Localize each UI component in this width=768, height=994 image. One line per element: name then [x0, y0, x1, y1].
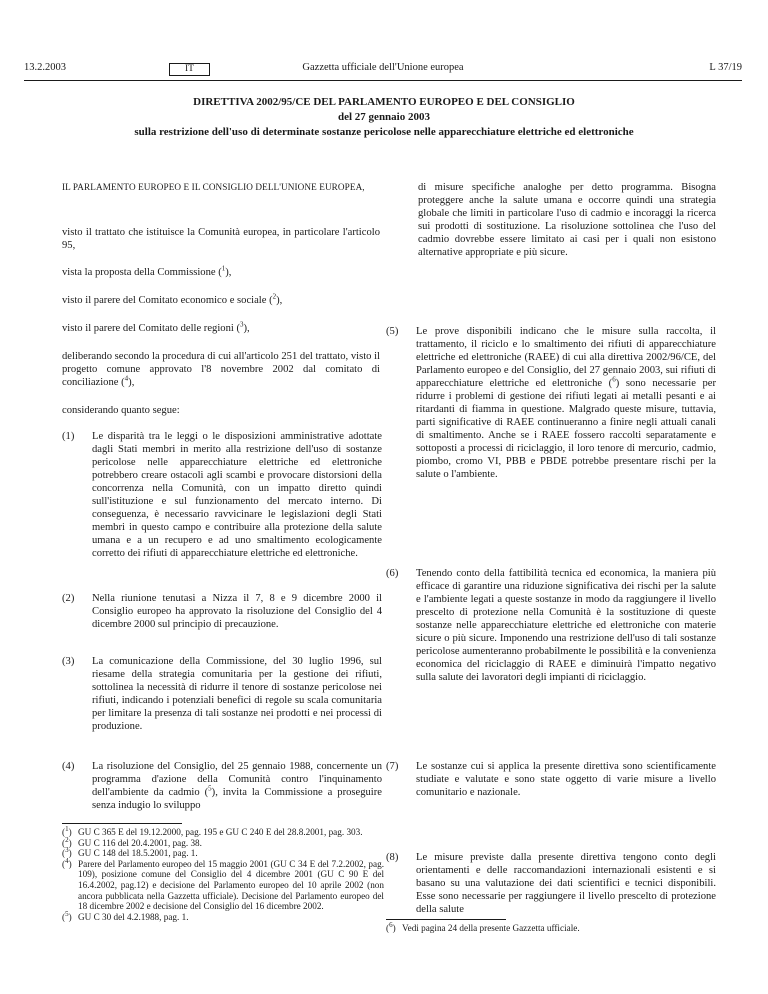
recital-text: La comunicazione della Commissione, del 30 luglio 1996, sul riesame della strategia comunitaria per la gestione dei rifiuti, sottolinea la necessità di ridurre il tenore di sostanze pericolose nei rifiuti, indicando i potenziali benefici di regole su scala comunitaria per limitare la presenza di tali sostanze nei prodotti e nei processi di produzione. — [92, 656, 382, 732]
title-line-3: sulla restrizione dell'uso di determinate sostanze pericolose nelle apparecchiature elettriche ed elettroniche — [134, 126, 634, 138]
recital-text: Tenendo conto della fattibilità tecnica ed economica, la maniera più efficace di garantire una riduzione significativa dei rischi per la salute e l'ambiente legati a queste sostanze in modo da raggiungere il livello prescelto di protezione nella Comunità è la sostituzione di queste sostanze nelle apparecchiature elettriche ed elettroniche con materie sicure o più sicure. Imponendo una restrizione dell'uso di tali sostanze pericolose aumenteranno probabilmente le possibilità e la convenienza economica del riciclaggio di RAEE e diminuirà l'impatto negativo sulla salute dei lavoratori degli impianti di riciclaggio. — [416, 568, 716, 683]
recital-text: di misure specifiche analoghe per detto programma. Bisogna proteggere anche la salute umana e occorre quindi una strategia globale che limiti in particolare l'uso di cadmio e incoraggi la ricerca sui prodotti di sostituzione. La risoluzione sottolinea che l'uso del cadmio dovrebbe essere limitato ai casi per i quali non esistono alternative appropriate e più sicure. — [418, 182, 716, 258]
preamble-procedure: deliberando secondo la procedura di cui all'articolo 251 del trattato, visto il progetto comune approvato l'8 novembre 2002 dal comitato di conciliazione ($^4$), — [62, 351, 380, 388]
preamble-regions: visto il parere del Comitato delle regioni ($^3$), — [62, 320, 250, 334]
recital-text: La risoluzione del Consiglio, del 25 gennaio 1988, concernente un programma d'azione della Comunità contro l'inquinamento dell'ambiente da cadmio — [92, 761, 382, 798]
preamble-proposal: vista la proposta della Commissione ($^1$), — [62, 264, 232, 278]
recital-8 — [386, 851, 716, 916]
header-rule — [24, 80, 742, 81]
recital-number: (3) — [62, 656, 75, 667]
publication-date: 13.2.2003 — [24, 62, 66, 73]
journal-title: Gazzetta ufficiale dell'Unione europea — [302, 62, 464, 73]
footnote-text: Parere del Parlamento europeo del 15 maggio 2001 (GU C 34 E del 7.2.2002, pag. 109), posizione comune del Consiglio del 4 dicembre 2001 (GU C 90 E del 16.4.2002, pag.12) e decisione del Parlamento europeo del 10 aprile 2002 (non ancora pubblicata nella Gazzetta ufficiale). Decisione del Parlamento europeo del 18 dicembre 2002 e decisione del Consiglio del 16 dicembre 2002. — [78, 858, 384, 912]
recital-text-continued: sono necessarie per ridurre i problemi di gestione dei rifiuti legati ai metalli pesanti e ai ritardanti di fiamma in questione. Malgrado queste misure, tuttavia, parti significative di RAEE continueranno a finire negli attuali canali di smaltimento. Anche se i RAEE fossero raccolti separatamente e sottoposti a processi di riciclaggio, il loro tenore di mercurio, cadmio, piombo, cromo VI, PBB e PBDE potrebbe presentare rischi per la salute o l'ambiente. — [416, 378, 716, 480]
preamble-treaty — [62, 226, 380, 252]
recital-text-continued: , invita la Commissione a proseguire senza indugio lo sviluppo — [92, 787, 382, 811]
preamble-institutions — [62, 181, 380, 194]
footnote: ($^1$) GU C 365 E del 19.12.2000, pag. 195 e GU C 240 E del 28.8.2001, pag. 303. — [62, 827, 384, 838]
footnote-number: 5 — [65, 909, 69, 918]
footnote: ($^5$) GU C 30 del 4.2.1988, pag. 1. — [62, 912, 384, 923]
footnote-text: GU C 148 del 18.5.2001, pag. 1. — [78, 848, 198, 859]
footnote-number: 3 — [65, 846, 69, 855]
recital-3 — [62, 655, 382, 733]
recital-5: (5) Le prove disponibili indicano che le misure sulla raccolta, il trattamento, il riciclo e lo smaltimento dei rifiuti di apparecchiature elettriche ed elettroniche (RAEE) di cui alla direttiva 2002/96/CE, del Parlamento europeo e del Consiglio, del 27 gennaio 2003, sui rifiuti di apparecchiature elettriche ed elettroniche ($^6$) sono necessarie per ridurre i problemi di gestione dei rifiuti legati ai metalli pesanti e ai ritardanti di fiamma in questione. Malgrado queste misure, tuttavia, parti significative di RAEE continueranno a finire negli attuali canali di smaltimento. Anche se i RAEE fossero raccolti separatamente e sottoposti a processi di riciclaggio, il loro tenore di mercurio, cadmio, piombo, cromo VI, PBB e PBDE potrebbe presentare rischi per la salute o l'ambiente. — [386, 326, 716, 480]
procedure-text: deliberando secondo la procedura di cui all'articolo 251 del trattato, visto il progetto comune approvato l'8 novembre 2002 dal comitato di conciliazione — [62, 351, 380, 388]
recital-number: (5) — [386, 326, 399, 337]
footnote: ($^4$) Parere del Parlamento europeo del 15 maggio 2001 (GU C 34 E del 7.2.2002, pag. 109), posizione comune del Consiglio del 4 dicembre 2001 (GU C 90 E del 16.4.2002, pag.12) e decisione del Parlamento europeo del 10 aprile 2002 (non ancora pubblicata nella Gazzetta ufficiale). Decisione del Parlamento europeo del 18 dicembre 2002 e decisione del Consiglio del 16 dicembre 2002. — [62, 856, 384, 912]
footnote: ($^2$) GU C 116 del 20.4.2001, pag. 38. — [62, 838, 384, 849]
recital-number: (4) — [62, 761, 75, 772]
footnote-text: GU C 30 del 4.2.1988, pag. 1. — [78, 911, 189, 922]
footnote-number: 1 — [65, 824, 69, 833]
footnote-ref-2: 2 — [272, 292, 277, 301]
preamble-ecosoc: visto il parere del Comitato economico e sociale ($^2$), — [62, 292, 283, 306]
considering-text: considerando quanto segue: — [62, 405, 180, 416]
language-badge: IT — [169, 63, 210, 76]
recital-7 — [386, 760, 716, 799]
recital-text: Le prove disponibili indicano che le misure sulla raccolta, il trattamento, il riciclo e lo smaltimento dei rifiuti di apparecchiature elettriche ed elettroniche (RAEE) di cui alla direttiva 2002/96/CE, del Parlamento europeo e del Consiglio, del 27 gennaio 2003, sui rifiuti di apparecchiature elettriche ed elettroniche — [416, 326, 716, 389]
recital-4: (4) La risoluzione del Consiglio, del 25 gennaio 1988, concernente un programma d'azione della Comunità contro l'inquinamento dell'ambiente da cadmio ($^5$), invita la Commissione a proseguire senza indugio lo sviluppo — [62, 761, 382, 811]
footnote: ($^3$) GU C 148 del 18.5.2001, pag. 1. — [62, 848, 384, 859]
treaty-text: visto il trattato che istituisce la Comunità europea, in particolare l'articolo 95, — [62, 227, 380, 251]
recital-number: (7) — [386, 761, 399, 772]
recital-1 — [62, 430, 382, 560]
recital-6 — [386, 567, 716, 684]
footnote-ref-3: 3 — [240, 320, 244, 329]
title-line-2: del 27 gennaio 2003 — [338, 111, 430, 123]
footnote-ref-5: 5 — [208, 784, 212, 793]
recital-number: (1) — [62, 431, 75, 442]
preamble-considering — [62, 404, 380, 417]
footnote-text: Vedi pagina 24 della presente Gazzetta ufficiale. — [402, 923, 580, 933]
document-title — [60, 95, 708, 140]
footnote-number: 4 — [65, 856, 69, 865]
institutions-text: IL PARLAMENTO EUROPEO E IL CONSIGLIO DELL'UNIONE EUROPEA, — [62, 182, 365, 192]
footnote-text: GU C 116 del 20.4.2001, pag. 38. — [78, 837, 202, 848]
footnotes-right — [386, 920, 716, 934]
footnote-ref-1: 1 — [221, 264, 226, 273]
footnote-ref-6: 6 — [612, 375, 616, 384]
recital-number: (8) — [386, 852, 399, 863]
recital-2 — [62, 592, 382, 631]
recital-4-continued — [418, 181, 716, 259]
footnote-ref-4: 4 — [124, 374, 129, 383]
ecosoc-text: visto il parere del Comitato economico e sociale — [62, 295, 267, 306]
proposal-text: vista la proposta della Commissione — [62, 267, 216, 278]
footnotes-left — [62, 824, 384, 922]
footnote-text: GU C 365 E del 19.12.2000, pag. 195 e GU C 240 E del 28.8.2001, pag. 303. — [78, 827, 363, 837]
footnote-rule-right — [386, 919, 506, 920]
footnote-rule-left — [62, 823, 182, 824]
recital-text: Nella riunione tenutasi a Nizza il 7, 8 e 9 dicembre 2000 il Consiglio europeo ha approvato la risoluzione del Consiglio del 4 dicembre 2000 sul principio di precauzione. — [92, 593, 382, 630]
recital-number: (6) — [386, 568, 399, 579]
footnote-number: 2 — [65, 835, 69, 844]
footnote: ($^6$) Vedi pagina 24 della presente Gazzetta ufficiale. — [386, 923, 716, 934]
regions-text: visto il parere del Comitato delle regioni — [62, 323, 234, 334]
page-header — [24, 62, 742, 78]
page-number: L 37/19 — [709, 62, 742, 73]
footnote-number: 6 — [389, 920, 393, 929]
title-line-1: DIRETTIVA 2002/95/CE DEL PARLAMENTO EUROPEO E DEL CONSIGLIO — [193, 96, 575, 108]
recital-number: (2) — [62, 593, 75, 604]
recital-text: Le sostanze cui si applica la presente direttiva sono scientificamente studiate e valutate e sono state oggetto di varie misure a livello comunitario e nazionale. — [416, 761, 716, 798]
recital-text: Le disparità tra le leggi o le disposizioni amministrative adottate dagli Stati membri in merito alla restrizione dell'uso di sostanze pericolose nelle apparecchiature elettriche ed elettroniche potrebbero creare ostacoli agli scambi e provocare distorsioni della concorrenza nella Comunità, con un impatto diretto quindi sull'istituzione e sul funzionamento del mercato interno. Di conseguenza, è necessario ravvicinare le legislazioni degli Stati membri in questo campo e contribuire alla protezione della salute umana e a un recupero e ad uno smaltimento ecologicamente corretto dei rifiuti di apparecchiature elettriche ed elettroniche. — [92, 431, 382, 559]
recital-text: Le misure previste dalla presente direttiva tengono conto degli orientamenti e delle raccomandazioni internazionali esistenti e si basano su una valutazione dei dati scientifici e tecnici disponibili. Esse sono necessarie per raggiungere il livello prescelto di protezione della salute — [416, 852, 716, 915]
